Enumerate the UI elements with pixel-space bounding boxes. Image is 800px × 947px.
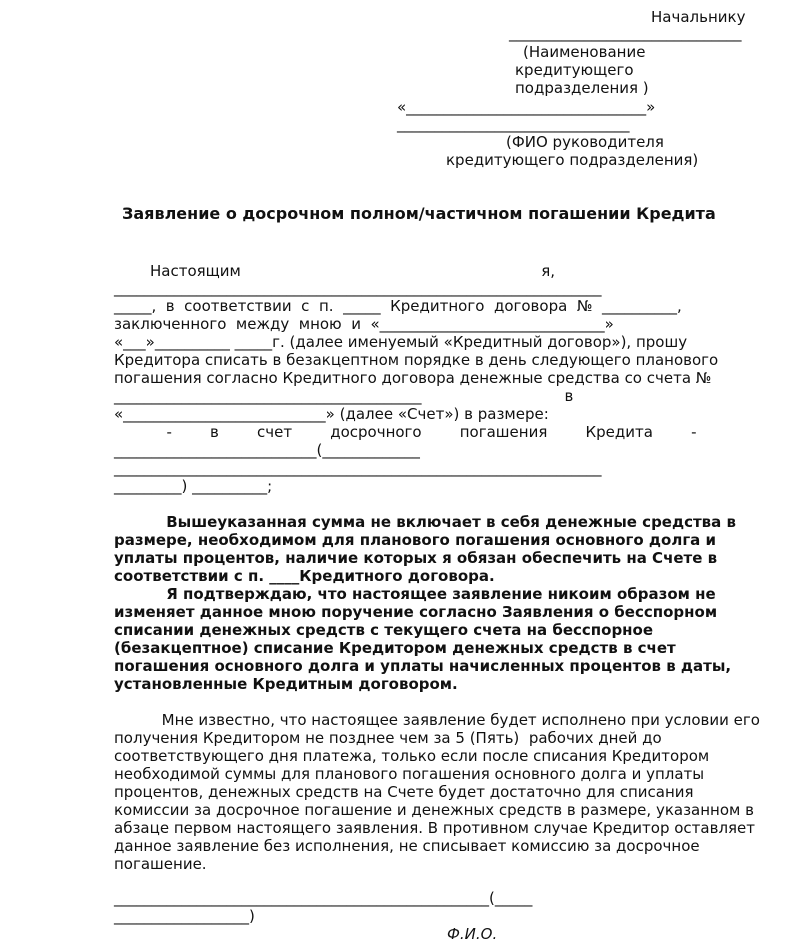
bold-paragraph-line: установленные Кредитным договором. <box>114 675 458 693</box>
notice-line: процентов, денежных средств на Счете будет достаточно для списания <box>114 783 694 801</box>
bold-paragraph-line: (безакцептное) списание Кредитором денежных средств в счет <box>114 639 676 657</box>
bold-paragraph-line: изменяет данное мною поручение согласно Заявления о бесспорном <box>114 603 718 621</box>
form-line: _________________________________________ в <box>114 387 574 405</box>
form-line: «___________________________» (далее «Счет») в размере: <box>114 405 549 423</box>
header-fio-caption-1: (ФИО руководителя <box>506 133 664 151</box>
header-blank-line: _______________________________ <box>509 24 742 42</box>
notice-line: получения Кредитором не позднее чем за 5 (Пять) рабочих дней до <box>114 729 662 747</box>
header-fio-caption-2: кредитующего подразделения) <box>446 151 699 169</box>
form-line: заключенного между мною и «______________________________» <box>114 315 614 333</box>
header-dept-caption-3: подразделения ) <box>515 79 649 97</box>
bold-paragraph-line: размере, необходимом для планового погашения основного долга и <box>114 531 717 549</box>
header-quote-line: «________________________________» <box>397 98 656 116</box>
bold-paragraph-line: Вышеуказанная сумма не включает в себя денежные средства в <box>114 513 737 531</box>
notice-line: комиссии за досрочное погашение и денежных средств в размере, указанном в <box>114 801 754 819</box>
signature-line: __________________________________________________(_____ <box>114 889 533 907</box>
form-line: ___________________________(_____________ <box>114 441 420 459</box>
form-line: «___»__________ _____г. (далее именуемый «Кредитный договор»), прошу <box>114 333 688 351</box>
bold-paragraph-line: списании денежных средств с текущего счета на бесспорное <box>114 621 654 639</box>
notice-line: соответствующего дня платежа, только если после списания Кредитором <box>114 747 710 765</box>
notice-line: погашение. <box>114 855 207 873</box>
form-line: _________________________________________________________________ <box>114 279 602 297</box>
form-line: _________________________________________________________________ <box>114 459 602 477</box>
bold-paragraph-line: соответствии с п. ____Кредитного договора. <box>114 567 495 585</box>
form-line: _____, в соответствии с п. _____ Кредитного договора № __________, <box>114 297 682 315</box>
form-line: Кредитора списать в безакцептном порядке в день следующего планового <box>114 351 719 369</box>
bold-paragraph-line: Я подтверждаю, что настоящее заявление никоим образом не <box>114 585 716 603</box>
document-title: Заявление о досрочном полном/частичном погашении Кредита <box>122 204 716 223</box>
header-dept-caption-1: (Наименование <box>523 43 646 61</box>
notice-line: Мне известно, что настоящее заявление будет исполнено при условии его <box>114 711 760 729</box>
form-line: - в счет досрочного погашения Кредита - <box>114 423 697 441</box>
notice-line: необходимой суммы для планового погашения основного долга и уплаты <box>114 765 705 783</box>
signature-caption: Ф.И.О. <box>447 925 498 943</box>
form-line: погашения согласно Кредитного договора денежные средства со счета № <box>114 369 712 387</box>
signature-line-2: __________________) <box>114 907 255 925</box>
bold-paragraph-line: уплаты процентов, наличие которых я обязан обеспечить на Счете в <box>114 549 718 567</box>
header-to-label: Начальнику <box>651 8 746 26</box>
form-line: _________) __________; <box>114 477 273 495</box>
bold-paragraph-line: погашения основного долга и уплаты начисленных процентов в даты, <box>114 657 732 675</box>
notice-line: данное заявление без исполнения, не списывает комиссию за досрочное <box>114 837 700 855</box>
notice-line: абзаце первом настоящего заявления. В противном случае Кредитор оставляет <box>114 819 756 837</box>
form-line: Настоящим я, <box>150 262 556 280</box>
header-dept-caption-2: кредитующего <box>515 61 634 79</box>
header-blank-line-2: _______________________________ <box>397 115 630 133</box>
